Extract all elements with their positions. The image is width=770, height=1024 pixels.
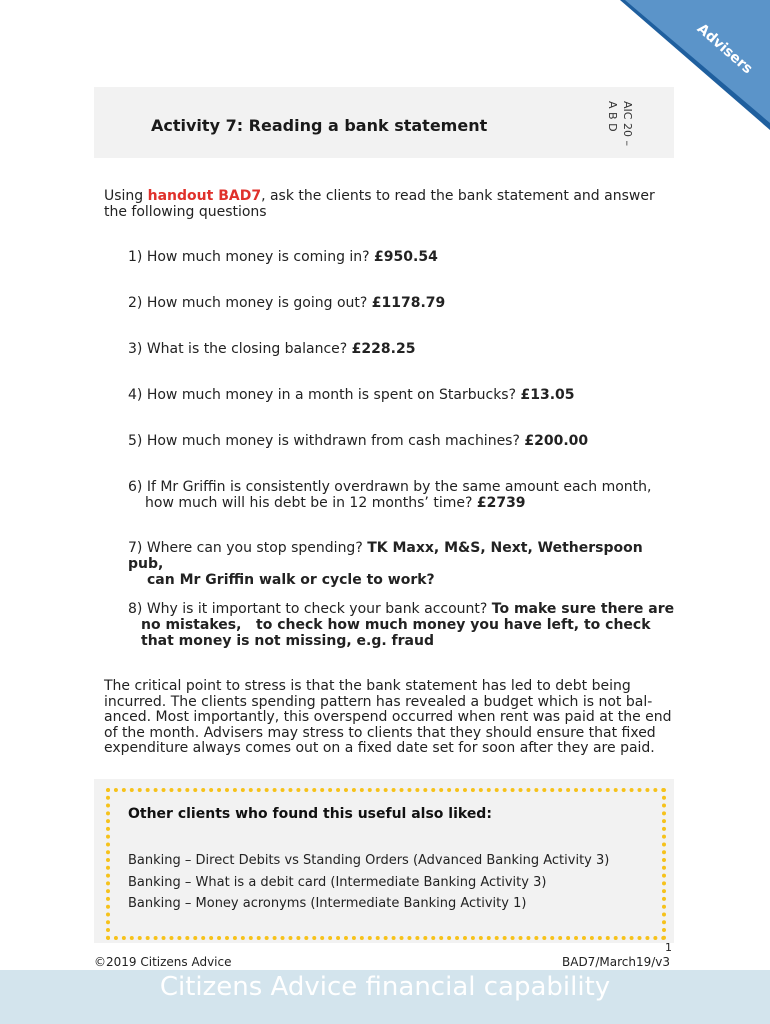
handout-link[interactable]: handout BAD7 [147, 188, 262, 204]
question-answer: £13.05 [520, 387, 575, 403]
question-2 [128, 295, 673, 311]
question-answer: TK Maxx, M&S, Next, Wetherspoon pub, [128, 540, 643, 572]
question-5 [128, 433, 673, 449]
question-answer: £1178.79 [371, 295, 446, 311]
question-text: 8) Why is it important to check your bank account? [128, 601, 492, 617]
question-answer-cont: no mistakes, to check how much money you have left, to check [141, 617, 651, 633]
question-1 [128, 249, 673, 265]
question-answer: £950.54 [374, 249, 438, 265]
question-4 [128, 387, 673, 403]
question-7 [128, 540, 673, 588]
question-text: 5) How much money is withdrawn from cash machines? [128, 433, 525, 449]
related-item[interactable]: Banking – Direct Debits vs Standing Orders (Advanced Banking Activity 3) [128, 853, 610, 868]
question-3 [128, 341, 673, 357]
question-text-cont: how much will his debt be in 12 months’ time? [145, 495, 477, 511]
page-number: 1 [665, 941, 672, 954]
related-title: Other clients who found this useful also liked: [128, 806, 492, 822]
activity-code-line2: A B D [606, 101, 619, 132]
related-item[interactable]: Banking – Money acronyms (Intermediate Banking Activity 1) [128, 896, 527, 911]
footer-band [0, 970, 770, 1024]
question-8 [128, 601, 676, 649]
question-answer: £228.25 [351, 341, 416, 357]
critical-point-paragraph: The critical point to stress is that the bank statement has led to debt being incurred. The clients spending pattern has revealed a budget which is not bal-anced. Most importantly, this overspend occurred when rent was paid at the end of the month. Advisers may stress to clients that they should ensure that fixed expenditure always comes out on a fixed date set for soon after they are paid. [104, 678, 672, 757]
intro-text [104, 188, 674, 220]
question-answer-cont2: that money is not missing, e.g. fraud [141, 633, 434, 649]
footer-band-text: Citizens Advice financial capability [159, 972, 611, 1002]
activity-code [605, 101, 635, 146]
question-answer: £2739 [476, 495, 526, 511]
activity-header [94, 87, 674, 158]
intro-prefix: Using [104, 188, 148, 204]
question-answer-cont: can Mr Griffin walk or cycle to work? [147, 572, 435, 588]
doc-reference: BAD7/March19/v3 [562, 955, 670, 969]
activity-code-line1: AIC 20 – [621, 101, 634, 146]
copyright: ©2019 Citizens Advice [94, 955, 232, 969]
question-text: 1) How much money is coming in? [128, 249, 375, 265]
question-text: 7) Where can you stop spending? [128, 540, 368, 556]
intro-suffix: , ask the clients to read the bank statement and answer the following questions [104, 188, 655, 220]
question-6 [128, 479, 673, 511]
question-answer: To make sure there are [491, 601, 675, 617]
question-text: 4) How much money in a month is spent on Starbucks? [128, 387, 521, 403]
question-text: 6) If Mr Griffin is consistently overdrawn by the same amount each month, [128, 479, 652, 495]
question-text: 2) How much money is going out? [128, 295, 372, 311]
activity-title: Activity 7: Reading a bank statement [151, 116, 488, 135]
question-answer: £200.00 [524, 433, 589, 449]
question-text: 3) What is the closing balance? [128, 341, 352, 357]
advisers-corner-label: Advisers [693, 20, 756, 78]
related-item[interactable]: Banking – What is a debit card (Intermediate Banking Activity 3) [128, 875, 547, 890]
